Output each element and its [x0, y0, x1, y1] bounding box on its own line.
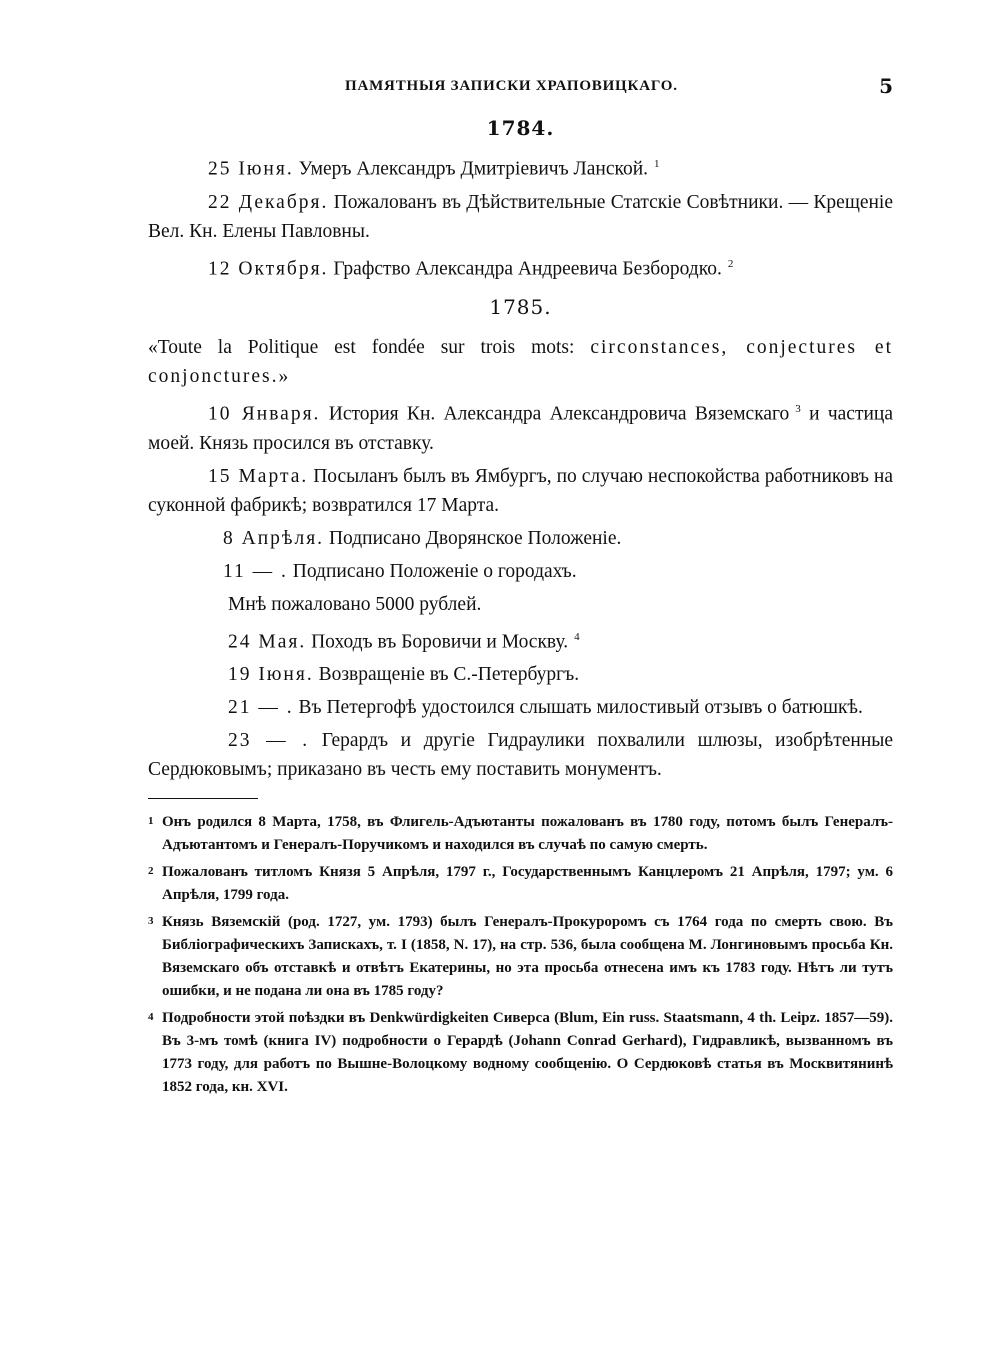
footnote-mark: 3: [148, 915, 154, 927]
footnote-2: [148, 861, 893, 907]
entry-text: Подписано Дворянское Положеніе.: [328, 527, 622, 549]
entry-1785-2: [148, 462, 893, 520]
entry-text: Возвращеніе въ С.-Петербургъ.: [318, 664, 580, 685]
entry-1785-5: [148, 590, 893, 619]
entry-text-cont: и частица моей. Князь просился въ отставку.: [148, 403, 893, 454]
entry-date: 12 Октября.: [208, 258, 329, 279]
entry-1784-2: [148, 188, 893, 246]
footnote-ref: 2: [727, 257, 734, 270]
entry-text: Въ Петергофѣ удостоился слышать милостивый отзывъ о батюшкѣ.: [298, 697, 863, 718]
footnote-text: Пожалованъ титломъ Князя 5 Апрѣля, 1797 г., Государственнымъ Канцлеромъ 21 Апрѣля, 1797; ум. 6 Апрѣля, 1799 года.: [162, 864, 893, 903]
quote: [148, 333, 893, 391]
entry-1785-8: [148, 693, 893, 722]
footnote-text: Подробности этой поѣздки въ Denkwürdigkeiten Сиверса (Blum, Ein russ. Staatsmann, 4 th. Leipz. 1857—59). Въ 3-мъ томѣ (книга IV) подробности о Герардѣ (Johann Conrad Gerhard), Гидравликѣ, вызванномъ въ 1773 году, для работъ по Вышне-Волоцкому водному сообщенію. О Сердюковѣ статья въ Москвитянинѣ 1852 года, кн. XVI.: [162, 1010, 893, 1095]
entry-text: Подписано Положеніе о городахъ.: [292, 560, 577, 582]
entry-1785-9: [148, 726, 893, 784]
entry-text: Походъ въ Боровичи и Москву.: [311, 631, 569, 652]
footnote-ref: 4: [574, 630, 580, 643]
footnote-text: Князь Вяземскій (род. 1727, ум. 1793) былъ Генералъ-Прокуроромъ съ 1764 года по смерть свою. Въ Библіографическихъ Запискахъ, т. I (1858, N. 17), на стр. 536, была сообщена М. Лонгиновымъ просьба Кн. Вяземскаго объ отставкѣ и отвѣтъ Екатерины, но эта просьба отнесена имъ къ 1783 году. Нѣтъ ли тутъ ошибки, и не подана ли она въ 1785 году?: [162, 914, 893, 999]
quote-text: «Toute la Politique est fondée sur trois mots:: [148, 337, 591, 358]
entry-1784-1: [148, 150, 893, 184]
entry-1785-4: [148, 557, 893, 586]
footnote-3: [148, 911, 893, 1003]
entry-text: Умеръ Александръ Дмитріевичъ Ланской.: [298, 158, 649, 180]
footnote-ref: 1: [654, 158, 660, 170]
footnote-1: [148, 811, 893, 857]
entry-text: Герардъ и другіе Гидраулики похвалили шлюзы, изобрѣтенные Сердюковымъ; приказано въ честь ему поставить монументъ.: [148, 730, 894, 780]
quote-spaced-text: circonstances, conjectures et conjonctures.»: [148, 337, 893, 387]
entry-1785-3: [148, 524, 893, 553]
entry-text: Посыланъ былъ въ Ямбургъ, по случаю неспокойства работниковъ на суконной фабрикѣ; возвратился 17 Марта.: [148, 465, 894, 516]
entry-1785-6: [148, 623, 893, 657]
entry-text: История Кн. Александра Александровича Вяземскаго: [328, 403, 790, 425]
entry-1784-3: [148, 250, 893, 284]
entry-date: 8 Апрѣля.: [223, 527, 325, 549]
page-number: 5: [879, 74, 893, 98]
footnote-mark: 2: [148, 865, 154, 877]
entry-date: 11 — .: [223, 560, 288, 582]
entry-date: 10 Января.: [208, 403, 321, 425]
entry-date: 19 Іюня.: [228, 664, 314, 685]
footnote-ref: 3: [795, 403, 801, 415]
entry-date: 24 Мая.: [228, 631, 307, 652]
document-page: [148, 70, 893, 1103]
entry-date: 23 — .: [228, 730, 310, 751]
entry-date: 22 Декабря.: [208, 191, 329, 213]
entry-date: 25 Іюня.: [208, 158, 294, 180]
entry-1785-1: [148, 395, 893, 458]
footnote-divider: [148, 798, 258, 799]
running-title: ПАМЯТНЫЯ ЗАПИСКИ ХРАПОВИЦКАГО.: [345, 78, 678, 94]
year-heading-1785: 1785.: [489, 295, 552, 319]
entry-text: Графство Александра Андреевича Безбородко.: [333, 258, 722, 279]
footnote-text: Онъ родился 8 Марта, 1758, въ Флигель-Адъютанты пожалованъ въ 1780 году, потомъ былъ Генералъ-Адъютантомъ и Генералъ-Поручикомъ и находился въ случаѣ по самую смерть.: [162, 814, 893, 853]
entry-1785-7: [148, 660, 893, 689]
entry-date: 15 Марта.: [208, 465, 309, 487]
footnote-mark: 1: [148, 815, 154, 827]
entry-date: 21 — .: [228, 697, 294, 718]
year-heading-1784: 1784.: [486, 116, 555, 140]
footnotes: [148, 811, 893, 1099]
entry-text: Пожалованъ въ Дѣйствительные Статскіе Совѣтники. — Крещеніе Вел. Кн. Елены Павловны.: [148, 191, 894, 242]
running-header: [148, 70, 893, 104]
entry-text: Мнѣ пожаловано 5000 рублей.: [228, 593, 482, 615]
footnote-mark: 4: [148, 1011, 154, 1023]
footnote-4: [148, 1007, 893, 1099]
